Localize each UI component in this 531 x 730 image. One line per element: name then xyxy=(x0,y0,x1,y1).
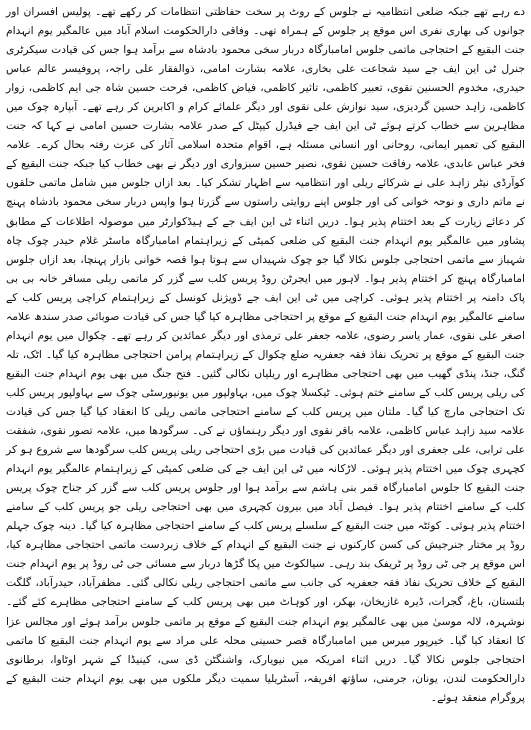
article-body: دے رہے تھے جبکہ ضلعی انتظامیہ نے جلوس کے روٹ پر سخت حفاظتی انتظامات کر رکھے تھے۔ پولیس افسران اور جوانوں کی بھاری نفری اس موقع پر جلوس کے ہمراہ تھی۔ وفاقی دارالحکومت اسلام آباد میں عالمگیر یوم انہدام جنت البقیع کے احتجاجی ماتمی جلوس امامبارگاہ دربار سخی محمود بادشاہ سے برآمد ہوا جس کی قیادت سیکرٹری جنرل ٹی این ایف جے سید شجاعت علی بخاری، علامہ بشارت امامی، ذوالفقار علی راجہ، پروفیسر عالم عباس حیدری، مخدوم الحسنین نقوی، تعبیر کاظمی، تاثیر کاظمی، فیاض کاظمی، فرحت حسین شاہ جی ایم کاظمی، زوار کاظمی، زاہد حسین گردیزی، سید نوازش علی نقوی اور دیگر علمائے کرام و اکابرین کر رہے تھے۔ آبپارہ چوک میں مظاہرین سے خطاب کرتے ہوئے ٹی این ایف جے فیڈرل کیپٹل کے صدر علامہ بشارت حسین امامی نے کہا کہ جنت البقیع کی تعمیر ایمانی، روحانی اور انسانی مسئلہ ہے، اقوام متحدہ اسلامی آثار کی عزت رفتہ بحال کرے۔ علامہ فخر عباس عابدی، علامہ رفاقت حسین نقوی، نصیر حسین سبزواری اور دیگر نے بھی خطاب کیا جبکہ جنت البقیع کے کوآرڈی نیٹر زاہد علی نے شرکائے ریلی اور انتظامیہ سے اظہار تشکر کیا۔ بعد ازاں جلوس میں شامل ماتمی حلقوں نے ماتم داری و نوحہ خوانی کی اور جلوس اپنے روایتی راستوں سے گزرتا ہوا واپس دربار سخی محمود بادشاہ پہنچ کر دعائے زیارت کے بعد اختتام پذیر ہوا۔ دریں اثناء ٹی این ایف جے کے ہیڈکوارٹر میں موصولہ اطلاعات کے مطابق پشاور میں عالمگیر یوم انہدام جنت البقیع کی ضلعی کمیٹی کے زیراہتمام امامبارگاہ ماسٹر غلام حیدر چوک چاہ شہباز سے ماتمی احتجاجی جلوس نکالا گیا جو چوک شہیداں سے ہوتا ہوا قصہ خوانی بازار پہنچا، بعد ازاں جلوس امامبارگاہ پہنچ کر اختتام پذیر ہوا۔ لاہور میں ایجرٹن روڈ پریس کلب سے گزر کر ماتمی ریلی مسافر خانہ بی بی پاک دامنہ پر اختتام پذیر ہوئی۔ کراچی میں ٹی این ایف جے ڈویژنل کونسل کے زیراہتمام کراچی پریس کلب کے سامنے عالمگیر یوم انہدام جنت البقیع کے موقع پر احتجاجی مظاہرہ کیا گیا جس کی قیادت صوبائی صدر سندھ علامہ اصغر علی نقوی، عمار یاسر رضوی، علامہ جعفر علی ترمذی اور دیگر عمائدین کر رہے تھے۔ چکوال میں یوم انہدام جنت البقیع کے موقع پر تحریک نفاذ فقہ جعفریہ ضلع چکوال کے زیراہتمام پرامن احتجاجی مظاہرہ کیا گیا۔ اٹک، تلہ گنگ، جنڈ، پنڈی گھیب میں بھی احتجاجی مظاہرے اور ریلیاں نکالی گئیں۔ فتح جنگ میں بھی یوم انہدام جنت البقیع کی ریلی پریس کلب کے سامنے ختم ہوئی۔ ٹیکسلا چوک میں، بہاولپور میں یونیورسٹی چوک سے بہاولپور پریس کلب تک احتجاجی مارچ کیا گیا۔ ملتان میں پریس کلب کے سامنے احتجاجی ماتمی ریلی کا انعقاد کیا گیا جس کی قیادت علامہ سید زاہد عباس کاظمی، علامہ باقر نقوی اور دیگر رہنماؤں نے کی۔ سرگودھا میں، علامہ تصور نقوی، شفقت علی ترابی، علی جعفری اور دیگر عمائدین کی قیادت میں بڑی احتجاجی ریلی پریس کلب سرگودھا سے شروع ہو کر کچہری چوک میں اختتام پذیر ہوئی۔ لاڑکانہ میں ٹی این ایف جے کی ضلعی کمیٹی کے زیراہتمام عالمگیر یوم انہدام جنت البقیع کا جلوس امامبارگاہ قمر بنی ہاشم سے برآمد ہوا اور جلوس پریس کلب سے گزر کر جناح چوک پریس کلب کے سامنے اختتام پذیر ہوا۔ فیصل آباد میں بیرون کچہری میں بھی احتجاجی ریلی جو پریس کلب کے سامنے اختتام پذیر ہوئی۔ کوئٹہ میں جنت البقیع کے سلسلے پریس کلب کے سامنے احتجاجی مظاہرہ کیا گیا۔ دینہ چوک جہلم روڈ پر مختار جنرجیش کی کسن کارکنوں نے جنت البقیع کے انہدام کے خلاف زبردست ماتمی احتجاجی مظاہرہ کیا، اس موقع پر جی ٹی روڈ پر ٹریفک بند رہی۔ سیالکوٹ میں پکا گڑھا دربار سے مسائی جی ٹی روڈ پر یوم انہدام جنت البقیع کے خلاف تحریک نفاذ فقہ جعفریہ کی جانب سے ماتمی احتجاجی ریلی نکالی گئی۔ مظفرآباد، حیدرآباد، گلگت بلتستان، باغ، گجرات، ڈیرہ غازیخان، بھکر، اور کوہاٹ میں بھی پریس کلب کے سامنے احتجاجی مظاہرے کئے گئے۔ نوشہرہ، لالہ موسیٰ میں بھی عالمگیر یوم انہدام جنت البقیع کے موقع پر ماتمی جلوس برآمد ہوئے اور مجالس عزا کا انعقاد کیا گیا۔ خیرپور میرس میں امامبارگاہ قصر حسینی محلہ علی مراد سے یوم انہدام جنت البقیع کا ماتمی احتجاجی جلوس نکالا گیا۔ دریں اثناء امریکہ میں نیویارک، واشنگٹن ڈی سی، کینیڈا کے شہر اوٹاوا، برطانوی دارالحکومت لندن، یونان، جرمنی، ساؤتھ افریقہ، آسٹریلیا سمیت دیگر ملکوں میں بھی یوم انہدام جنت البقیع کے پروگرام منعقد ہوئے۔ xyxy=(6,5,525,704)
